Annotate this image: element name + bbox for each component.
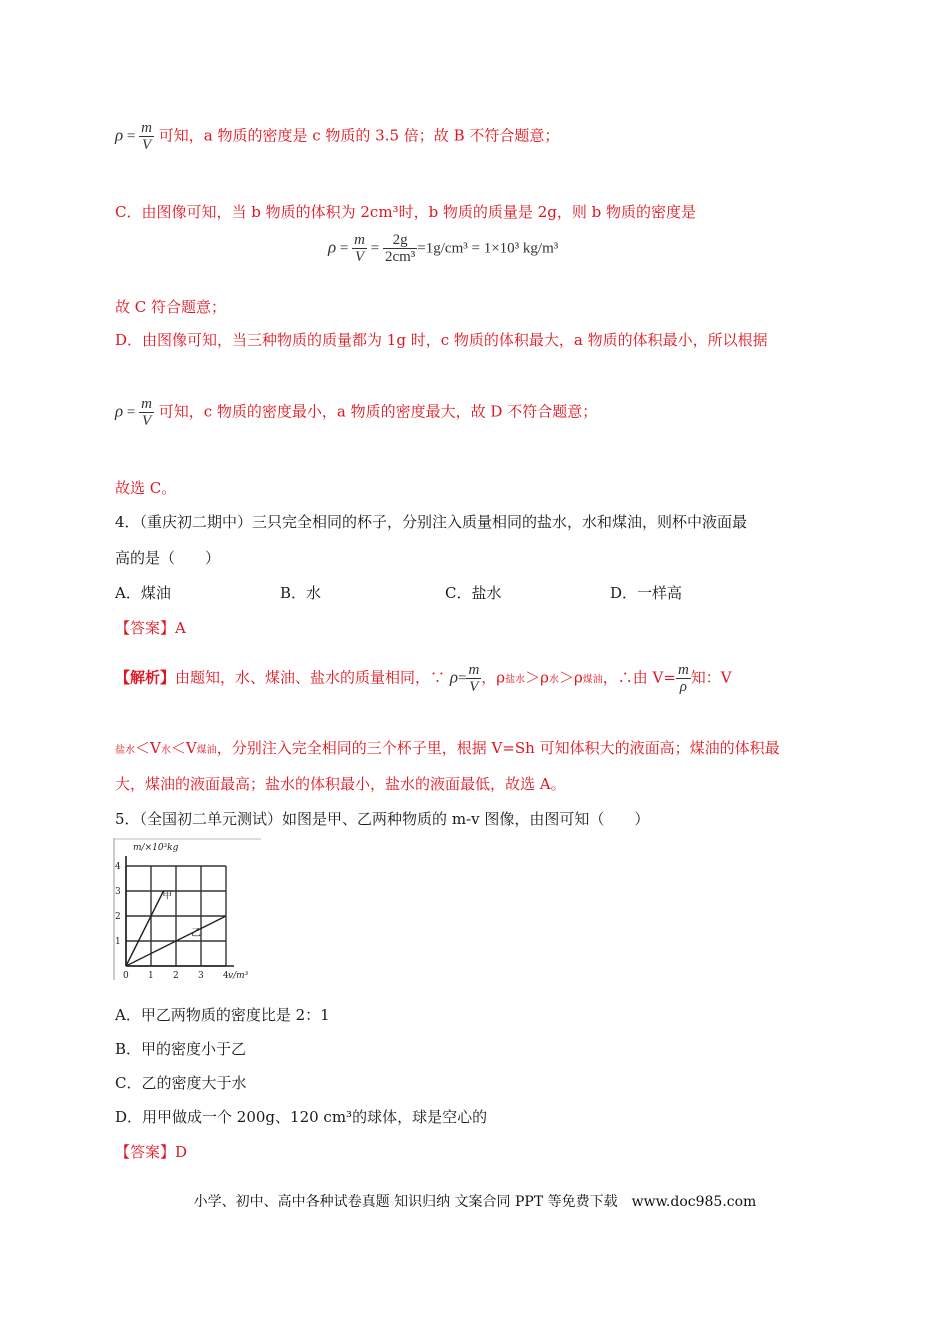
q4-analysis-line1: 【解析】由题知，水、煤油、盐水的质量相同，∵ ρ= $\frac{m}{V}$ ，ρ盐水＞ρ水＞ρ煤油，∴由 V= $\frac{m}{\rho}$ 知：V (115, 662, 732, 695)
option-c-line: C．由图像可知，当 b 物质的体积为 2cm³时，b 物质的质量是 2g，则 b 物质的密度是 (115, 203, 696, 221)
x-tick-label: 0 (123, 971, 129, 980)
page-footer: 小学、初中、高中各种试卷真题 知识归纳 文案合同 PPT 等免费下载 www.doc985.com (193, 1194, 757, 1210)
x-tick-label: 2 (173, 971, 179, 980)
analysis-line2-c: ，分别注入完全相同的三个杯子里，根据 V=Sh 可知体积大的液面高；煤油的体积最 (216, 739, 780, 757)
option-d-tail: 可知，c 物质的密度最小，a 物质的密度最大，故 D 不符合题意； (158, 402, 598, 421)
q5-option-b: B．甲的密度小于乙 (115, 1040, 247, 1058)
option-c-formula: ρ = $\frac{m}{V}$ = $\frac{2g}{\text{2cm³}}$ =1g/cm³ = 1×10³ kg/m³ (328, 232, 559, 265)
density-fraction: $\frac{m}{V}$ (141, 120, 152, 153)
analysis-line2-a: ＜V (135, 739, 161, 757)
sub-oil-2: 煤油 (196, 745, 217, 756)
series-label: 甲 (162, 890, 173, 902)
series-label: 乙 (191, 928, 201, 939)
sub-salt-1: 盐水 (505, 674, 526, 686)
x-tick-label: 1 (148, 971, 154, 980)
option-b-explanation: ρ = $\frac{m}{V}$ 可知，a 物质的密度是 c 物质的 3.5 倍；故 B 不符合题意； (115, 120, 560, 153)
q5-answer: 【答案】D (115, 1143, 188, 1161)
analysis-text-4: ＞ρ (558, 668, 583, 687)
analysis-text-3: ＞ρ (525, 668, 549, 687)
q4-option-a: A．煤油 (115, 584, 171, 602)
y-tick-label: 2 (115, 912, 121, 922)
q5-option-d: D．用甲做成一个 200g、120 cm³的球体，球是空心的 (115, 1108, 488, 1126)
y-tick-label: 4 (115, 862, 121, 872)
sub-salt-2: 盐水 (115, 745, 135, 756)
formula-result: =1g/cm³ = 1×10³ kg/m³ (417, 240, 559, 257)
q5-option-a: A．甲乙两物质的密度比是 2：1 (115, 1006, 330, 1024)
x-tick-label: 4 (223, 971, 229, 980)
option-b-tail: 可知，a 物质的密度是 c 物质的 3.5 倍；故 B 不符合题意； (158, 126, 560, 145)
final-choice: 故选 C。 (115, 479, 177, 497)
q4-option-c: C．盐水 (445, 584, 502, 602)
analysis-text-1: 由题知，水、煤油、盐水的质量相同，∵ (175, 668, 446, 687)
q4-option-d: D．一样高 (610, 584, 683, 602)
q4-stem-line2: 高的是（ ） (115, 549, 221, 567)
analysis-text-5: ，∴由 V= (602, 668, 676, 687)
y-tick-label: 1 (115, 937, 121, 947)
sub-water-1: 水 (548, 674, 559, 686)
sub-water-2: 水 (160, 745, 171, 756)
y-tick-label: 3 (115, 887, 121, 897)
option-d-line: D．由图像可知，当三种物质的质量都为 1g 时，c 物质的体积最大，a 物质的体积最小，所以根据 (115, 331, 768, 349)
q5-option-c: C．乙的密度大于水 (115, 1074, 247, 1092)
q4-analysis-line3: 大，煤油的液面最高；盐水的体积最小，盐水的液面最低，故选 A。 (115, 775, 566, 793)
y-axis-label: m/×10³kg (133, 843, 179, 853)
analysis-text-2: ，ρ (481, 668, 506, 687)
q4-analysis-line2 (115, 737, 780, 762)
rho-symbol: ρ (115, 125, 124, 145)
x-axis-label: v/m³ (228, 971, 249, 980)
mv-graph (113, 838, 261, 980)
q5-stem: 5．（全国初二单元测试）如图是甲、乙两种物质的 m-v 图像，由图可知（ ） (115, 810, 650, 828)
x-tick-label: 3 (198, 971, 204, 980)
q4-stem-line1: 4．（重庆初二期中）三只完全相同的杯子，分别注入质量相同的盐水，水和煤油，则杯中液面最 (115, 513, 748, 531)
q4-answer: 【答案】A (115, 619, 186, 637)
option-d-explanation: ρ = $\frac{m}{V}$ 可知，c 物质的密度最小，a 物质的密度最大，故 D 不符合题意； (115, 396, 598, 429)
analysis-text-6: 知：V (690, 668, 732, 687)
sub-oil-1: 煤油 (582, 674, 603, 686)
analysis-line2-b: ＜V (170, 739, 197, 757)
formula-volume: 2cm³ (384, 249, 416, 265)
q4-option-b: B．水 (280, 584, 322, 602)
formula-mass: 2g (392, 232, 408, 248)
option-c-conclusion: 故 C 符合题意； (115, 298, 227, 316)
analysis-label: 【解析】 (115, 668, 176, 687)
